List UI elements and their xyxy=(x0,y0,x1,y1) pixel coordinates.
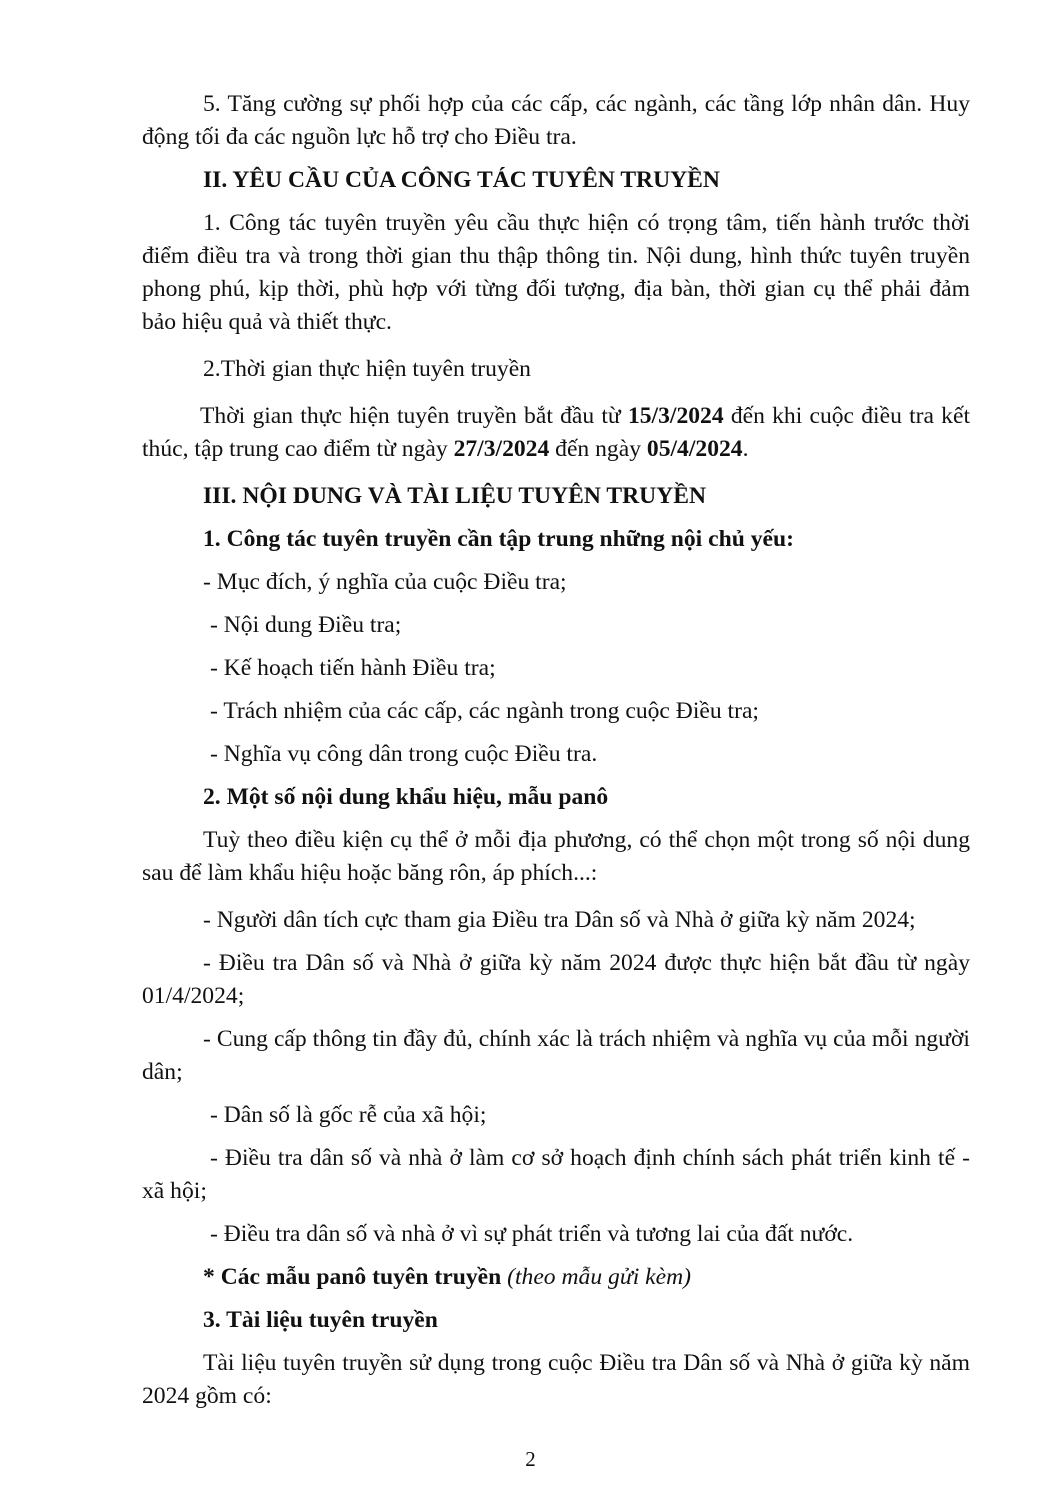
paragraph-materials: Tài liệu tuyên truyền sử dụng trong cuộc Điều tra Dân số và Nhà ở giữa kỳ năm 2024 gồm có: xyxy=(142,1350,970,1409)
slogan-item: - Người dân tích cực tham gia Điều tra Dân số và Nhà ở giữa kỳ năm 2024; xyxy=(203,907,916,933)
subheading-main-content: 1. Công tác tuyên truyền cần tập trung những nội chủ yếu: xyxy=(203,526,794,552)
timeline-text-a: Thời gian thực hiện tuyên truyền bắt đầu từ xyxy=(200,403,628,429)
list-item: - Kế hoạch tiến hành Điều tra; xyxy=(210,655,496,681)
timeline-text-c: đến ngày xyxy=(549,436,647,462)
pano-samples-label: * Các mẫu panô tuyên truyền xyxy=(203,1264,502,1290)
section-heading-requirements: II. YÊU CẦU CỦA CÔNG TÁC TUYÊN TRUYỀN xyxy=(203,167,720,193)
paragraph-timeline xyxy=(142,400,970,466)
paragraph-requirement-2: 2.Thời gian thực hiện tuyên truyền xyxy=(203,356,531,382)
paragraph-slogan-intro: Tuỳ theo điều kiện cụ thể ở mỗi địa phương, có thể chọn một trong số nội dung sau để làm khẩu hiệu hoặc băng rôn, áp phích...: xyxy=(142,827,970,886)
timeline-peak-end-date: 05/4/2024 xyxy=(646,436,743,462)
paragraph-requirement-1: 1. Công tác tuyên truyền yêu cầu thực hiện có trọng tâm, tiến hành trước thời điểm điều tra và trong thời gian thu thập thông tin. Nội dung, hình thức tuyên truyền phong phú, kịp thời, phù hợp với từng đối tượng, địa bàn, thời gian cụ thể phải đảm bảo hiệu quả và thiết thực. xyxy=(142,210,970,335)
list-item: - Nghĩa vụ công dân trong cuộc Điều tra. xyxy=(210,741,598,767)
slogan-item: - Dân số là gốc rễ của xã hội; xyxy=(210,1102,487,1128)
pano-samples-note: (theo mẫu gửi kèm) xyxy=(507,1264,691,1290)
document-page xyxy=(142,88,970,1413)
timeline-text-b: đến khi cuộc điều tra kết thúc, tập trung cao điểm từ ngày xyxy=(142,403,970,462)
timeline-text-e: . xyxy=(742,436,749,462)
list-item: - Trách nhiệm của các cấp, các ngành trong cuộc Điều tra; xyxy=(210,698,759,724)
list-item: - Mục đích, ý nghĩa của cuộc Điều tra; xyxy=(203,569,567,595)
paragraph-coordination: 5. Tăng cường sự phối hợp của các cấp, các ngành, các tầng lớp nhân dân. Huy động tối đa các nguồn lực hỗ trợ cho Điều tra. xyxy=(142,91,970,150)
paragraph-pano-samples xyxy=(142,1261,970,1294)
page-number: 2 xyxy=(525,1447,536,1471)
timeline-peak-start-date: 27/3/2024 xyxy=(453,436,550,462)
slogan-item: - Điều tra Dân số và Nhà ở giữa kỳ năm 2024 được thực hiện bắt đầu từ ngày 01/4/2024; xyxy=(142,950,970,1009)
slogan-item: - Cung cấp thông tin đầy đủ, chính xác là trách nhiệm và nghĩa vụ của mỗi người dân; xyxy=(142,1026,970,1085)
subheading-slogans-text: . Một số nội dung khẩu hiệu, mẫu panô xyxy=(214,784,609,810)
slogan-item: - Điều tra dân số và nhà ở làm cơ sở hoạch định chính sách phát triển kinh tế - xã hội; xyxy=(142,1145,970,1204)
list-item: - Nội dung Điều tra; xyxy=(210,612,402,638)
subheading-slogans-number: 2 xyxy=(203,784,215,810)
slogan-item: - Điều tra dân số và nhà ở vì sự phát triển và tương lai của đất nước. xyxy=(210,1221,854,1247)
section-heading-content: III. NỘI DUNG VÀ TÀI LIỆU TUYÊN TRUYỀN xyxy=(203,483,707,509)
subheading-materials: 3. Tài liệu tuyên truyền xyxy=(203,1307,438,1333)
timeline-start-date: 15/3/2024 xyxy=(627,403,724,429)
subheading-slogans xyxy=(142,781,970,814)
